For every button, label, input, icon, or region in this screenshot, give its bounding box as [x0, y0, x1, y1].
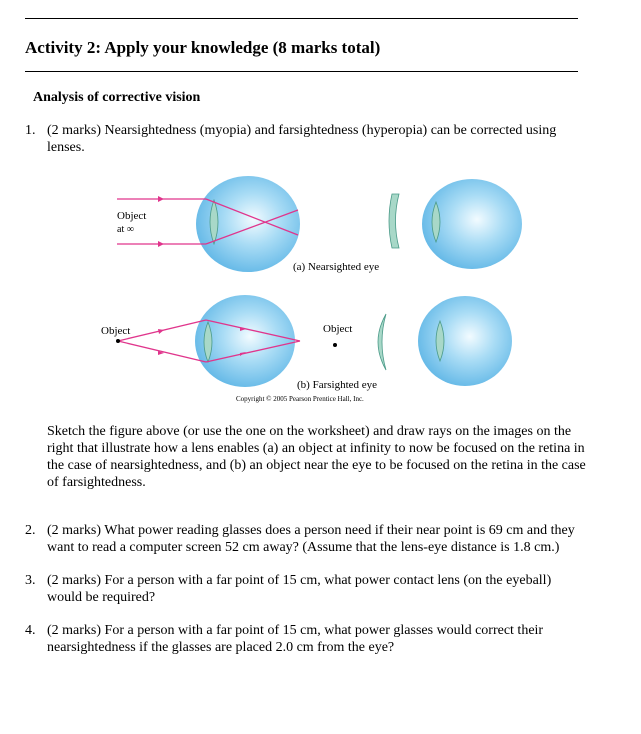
question-text: (2 marks) Nearsightedness (myopia) and farsightedness (hyperopia) can be corrected using lenses.	[47, 123, 557, 155]
question-4	[25, 622, 625, 656]
copyright-notice: Copyright © 2005 Pearson Prentice Hall, Inc.	[236, 395, 364, 403]
caption-farsighted: (b) Farsighted eye	[297, 379, 378, 391]
activity-title: Activity 2: Apply your knowledge (8 marks total)	[25, 38, 381, 57]
question-number: 1.	[25, 123, 36, 138]
eyeball	[418, 296, 512, 386]
infinity-label: at ∞	[117, 224, 134, 235]
question-text: (2 marks) For a person with a far point of 15 cm, what power glasses would correct their nearsightedness if the glasses are placed 2.0 cm from the eye?	[47, 623, 544, 655]
converging-lens	[378, 314, 386, 370]
question-3	[25, 572, 625, 606]
object-label: Object	[101, 325, 131, 337]
sketch-instructions: Sketch the figure above (or use the one on the worksheet) and draw rays on the images on the right that illustrate how a lens enables (a) an object at infinity to now be focused on the retina in the case of nearsightedness, and (b) an object near the eye to be focused on the retina in the case of farsightedness.	[47, 424, 586, 490]
caption-nearsighted: (a) Nearsighted eye	[293, 261, 380, 273]
question-number: 3.	[25, 573, 36, 588]
nearsighted-eye-diagram	[117, 176, 300, 272]
object-point	[116, 339, 120, 343]
question-text: (2 marks) For a person with a far point of 15 cm, what power contact lens (on the eyeball) would be required?	[47, 573, 552, 605]
diverging-lens	[389, 194, 399, 248]
farsighted-corrected-eye	[323, 296, 512, 386]
object-label: Object	[323, 323, 353, 335]
question-text: (2 marks) What power reading glasses does a person need if their near point is 69 cm and they want to read a computer screen 52 cm away? (Assume that the lens-eye distance is 1.8 cm.)	[47, 523, 575, 555]
section-heading: Analysis of corrective vision	[33, 90, 201, 105]
nearsighted-corrected-eye	[389, 179, 522, 269]
object-point	[333, 343, 337, 347]
question-number: 2.	[25, 523, 36, 538]
farsighted-eye-diagram	[101, 295, 300, 387]
object-label: Object	[117, 210, 147, 222]
question-number: 4.	[25, 623, 36, 638]
question-2	[25, 522, 625, 556]
